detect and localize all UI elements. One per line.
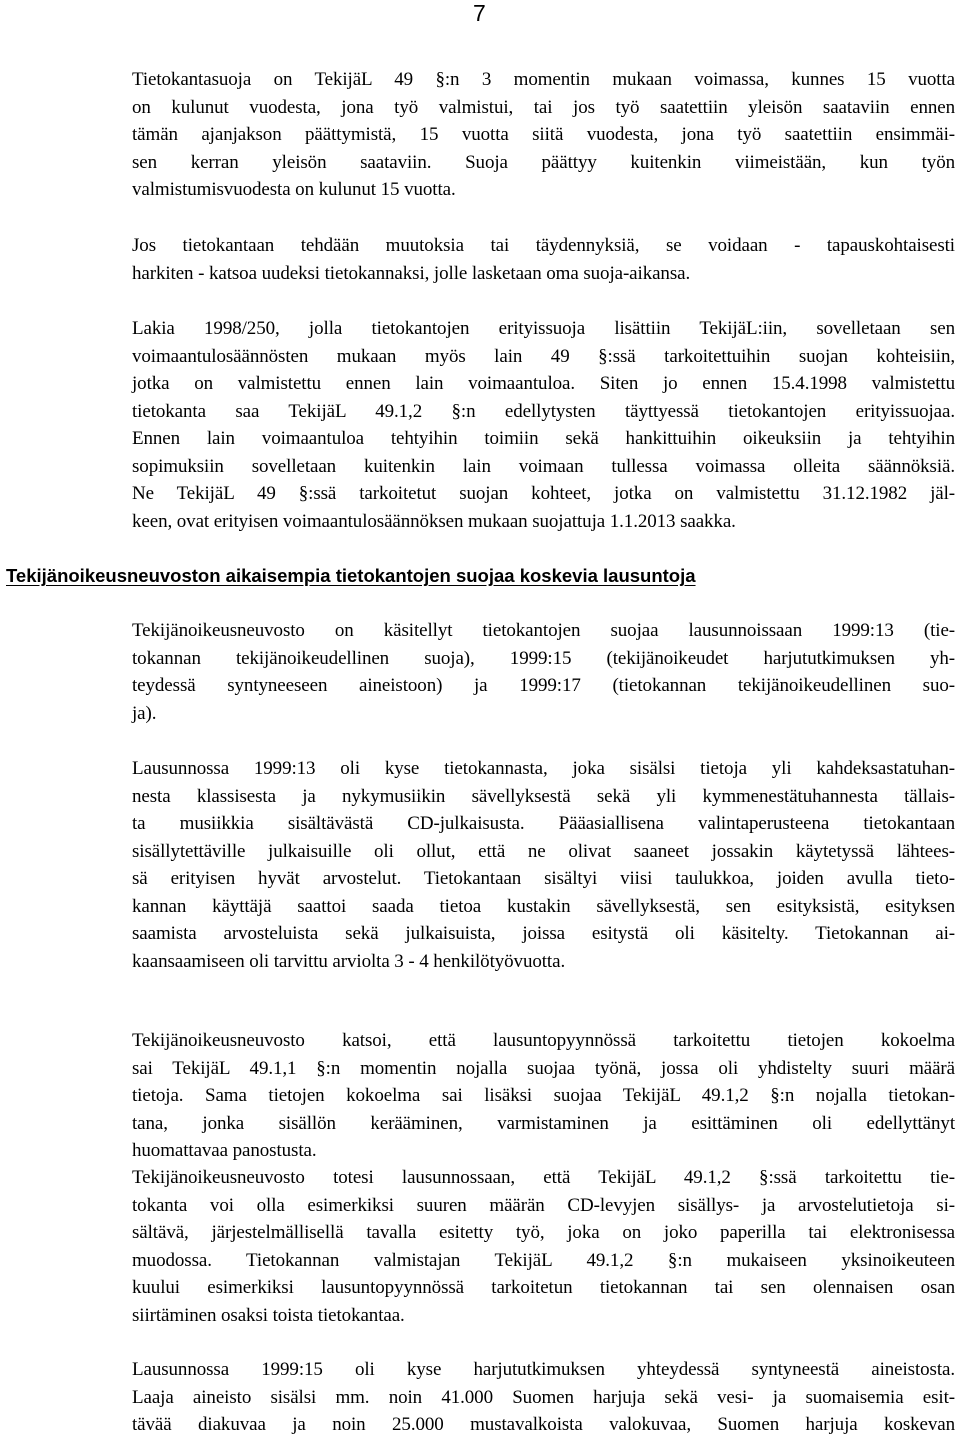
text-line: huomattavaa panostusta. [132,1140,317,1161]
text-line: tietokanta saa TekijäL 49.1,2 §:n edellytysten täyttyessä tietokantojen erityissuojaa. [132,400,955,422]
text-line: tämän ajanjakson päättymistä, 15 vuotta siitä vuodesta, jona työ saatettiin ensimmäi- [132,124,955,145]
text-line: kannan käyttäjä saattoi saada tietoa kustakin sävellyksestä, sen esityksistä, esityksen [132,895,955,917]
text-line: voimaantulosäännösten mukaan myös lain 49 §:ssä tarkoitettuihin suojan kohteisiin, [132,345,955,367]
text-line: tokanta voi olla esimerkiksi suuren määrän CD-levyjen sisällys- ja arvostelutietoja si- [132,1194,955,1216]
text-line: Tekijänoikeusneuvosto katsoi, että lausuntopyynnössä tarkoitettu tietojen kokoelma [132,1030,955,1051]
text-line: saamista arvosteluista sekä julkaisuista, joissa esitystä oli käsitelty. Tietokannan ai- [132,923,955,944]
text-line: Ennen lain voimaantuloa tehtyihin toimiin sekä hankittuihin oikeuksiin ja tehtyihin [132,428,955,449]
paragraph [132,1356,955,1439]
text-line: Tekijänoikeusneuvosto on käsitellyt tietokantojen suojaa lausunnoissaan 1999:13 (tie- [132,620,955,641]
text-line: Ne TekijäL 49 §:ssä tarkoitetut suojan kohteet, jotka on valmistettu 31.12.1982 jäl- [132,483,955,504]
paragraph [132,617,955,727]
text-line: sisällytettäville julkaisuille oli ollut, että ne olivat saaneet jossakin käytetyssä lähtees- [132,840,955,862]
paragraph [132,755,955,975]
text-line: ja). [132,702,157,724]
paragraph [132,66,955,204]
paragraph [132,315,955,535]
text-line: sopimuksiin sovelletaan kuitenkin lain voimaan tullessa voimassa olleita säännöksiä. [132,455,955,477]
text-line: sen kerran yleisön saataviin. Suoja päättyy kuitenkin viimeistään, kun työn [132,151,955,173]
text-line: siirtäminen osaksi toista tietokantaa. [132,1304,405,1326]
section-heading: Tekijänoikeusneuvoston aikaisempia tietokantojen suojaa koskevia lausuntoja [6,565,696,586]
text-line: Laaja aineisto sisälsi mm. noin 41.000 Suomen harjuja sekä vesi- ja suomaisemia esit- [132,1386,955,1408]
text-line: ta musiikkia sisältävästä CD-julkaisusta. Pääasiallisena valintaperusteena tietokantaan [132,813,955,834]
text-line: Tietokantasuoja on TekijäL 49 §:n 3 momentin mukaan voimassa, kunnes 15 vuotta [132,69,955,90]
text-line: Tekijänoikeusneuvosto totesi lausunnossaan, että TekijäL 49.1,2 §:ssä tarkoitettu tie- [132,1167,955,1188]
page-number: 7 [473,0,486,26]
text-line: keen, ovat erityisen voimaantulosäännöksen mukaan suojattuja 1.1.2013 saakka. [132,510,736,532]
text-line: kuului esimerkiksi lausuntopyynnössä tarkoitetun tietokannan tai sen olennaisen osan [132,1277,955,1298]
text-line: kaansaamiseen oli tarvittu arviolta 3 - 4 henkilötyövuotta. [132,950,566,972]
text-line: harkiten - katsoa uudeksi tietokannaksi, jolle lasketaan oma suoja-aikansa. [132,262,691,284]
text-line: nesta klassisesta ja nykymusiikin sävellyksestä sekä yli kymmenestätuhannesta tällais- [132,785,955,807]
text-line: Lausunnossa 1999:13 oli kyse tietokannasta, joka sisälsi tietoja yli kahdeksastatuhan- [132,758,955,779]
text-line: jotka on valmistettu ennen lain voimaantuloa. Siten jo ennen 15.4.1998 valmistettu [132,373,955,394]
paragraph [132,1027,955,1165]
text-line: tävää diakuvaa ja noin 25.000 mustavalkoista valokuvaa, Suomen harjuja koskevan [132,1414,955,1435]
text-line: muodossa. Tietokannan valmistajan TekijäL 49.1,2 §:n mukaiseen yksinoikeuteen [132,1249,955,1271]
text-line: Lausunnossa 1999:15 oli kyse harjututkimuksen yhteydessä syntyneestä aineistosta. [132,1359,955,1380]
text-line: teydessä syntyneeseen aineistoon) ja 1999:17 (tietokannan tekijänoikeudellinen suo- [132,675,955,696]
text-line: sältävä, järjestelmällisellä tavalla esitetty työ, joka on joko paperilla tai elektronisessa [132,1222,955,1243]
text-line: tana, jonka sisällön kerääminen, varmistaminen ja esittäminen oli edellyttänyt [132,1112,955,1134]
paragraph [132,232,955,287]
paragraph [132,1164,955,1329]
text-line: sai TekijäL 49.1,1 §:n momentin nojalla suojaa työnä, jossa oli yhdistelty suuri määrä [132,1057,955,1079]
text-line: valmistumisvuodesta on kulunut 15 vuotta. [132,179,456,200]
text-line: Lakia 1998/250, jolla tietokantojen erityissuoja lisättiin TekijäL:iin, sovelletaan sen [132,318,955,339]
text-line: Jos tietokantaan tehdään muutoksia tai täydennyksiä, se voidaan - tapauskohtaisesti [132,235,955,256]
text-line: on kulunut vuodesta, jona työ valmistui, tai jos työ saatettiin yleisön saataviin ennen [132,96,955,118]
text-line: tokannan tekijänoikeudellinen suoja), 1999:15 (tekijänoikeudet harjututkimuksen yh- [132,647,955,669]
text-line: sä erityisen hyvät arvostelut. Tietokantaan sisältyi viisi taulukkoa, joiden avulla tieto- [132,868,955,889]
text-line: tietoja. Sama tietojen kokoelma sai lisäksi suojaa TekijäL 49.1,2 §:n nojalla tietokan- [132,1085,955,1106]
